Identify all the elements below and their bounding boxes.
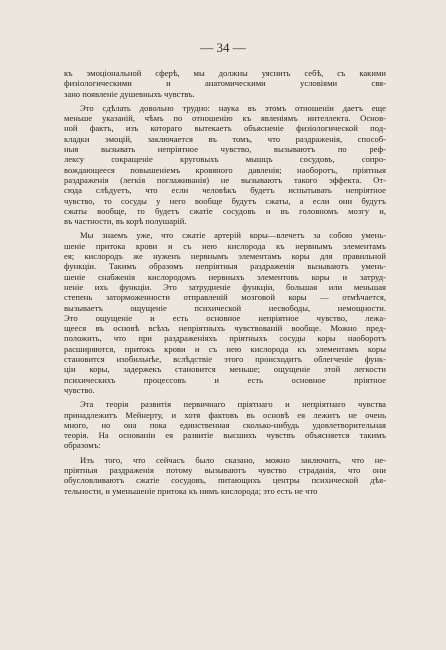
text-line: въ частности, въ корѣ полушарій.: [64, 216, 187, 227]
text-line: Эта теорія развитія первичнаго пріятнаго и непріятнаго чувства: [80, 399, 386, 410]
text-line: пріятныя раздраженія потому вызываютъ чувство страданія, что они: [64, 464, 386, 475]
text-line: расширяются, притокъ крови и съ нею кислорода къ элементамъ коры: [64, 343, 386, 354]
text-line: раздраженія (легкія поглаживанія) не вызываютъ такого эффекта. От-: [64, 174, 386, 185]
text-line: много, но она пока единственная сколько-нибудь удовлетворительная: [64, 419, 386, 430]
text-line: вождающееся повышеніемъ кровяного давленія; наоборотъ, пріятныя: [64, 164, 386, 175]
text-line: неніе ихъ функціи. Это затрудненіе функціи, большая или меньшая: [64, 281, 386, 292]
text-line: обусловливаютъ сжатіе сосудовъ, питающихъ центры психической дѣя-: [64, 475, 386, 486]
text-line: положить, что при раздраженіяхъ пріятныхъ сосуды коры наоборотъ: [64, 333, 386, 344]
text-line: вызываетъ ощущеніе психической несвободы, немощности.: [64, 302, 386, 313]
text-line: Это сдѣлать довольно трудно: наука въ этомъ отношеніи даетъ еще: [80, 102, 386, 113]
text-line: лексу сокращеніе круговыхъ мышцъ сосудовъ, сопро-: [64, 154, 386, 165]
text-line: чувство.: [64, 384, 95, 395]
text-line: Изъ того, что сейчасъ было сказано, можно заключить, что не-: [80, 454, 386, 465]
text-line: меньше указаній, чѣмъ по отношенію къ явленіямъ интеллекта. Основ-: [64, 113, 386, 124]
page-number: — 34 —: [200, 40, 246, 55]
text-line: кладки эмоцій, заключается въ томъ, что раздраженія, способ-: [64, 133, 386, 144]
text-line: чувство, то сосуды у него вообще будутъ сжаты, а если они будутъ: [64, 195, 386, 206]
text-line: Это ощущеніе и есть основное непріятное чувство, лежа-: [64, 312, 386, 323]
text-line: шеніе притока крови и съ нею кислорода къ нервнымъ элементамъ: [64, 240, 386, 251]
body-text: [64, 68, 386, 496]
text-line: Мы знаемъ уже, что сжатіе артерій коры—влечетъ за собою умень-: [80, 230, 386, 241]
text-line: къ эмоціональной сферѣ, мы должны уяснить себѣ, съ какими: [64, 68, 386, 78]
text-line: зано появленіе душевныхъ чувствъ.: [64, 88, 195, 99]
text-line: становится изобильнѣе, вслѣдствіе этого происходитъ облегченіе функ-: [64, 354, 386, 365]
text-line: ной фактъ, изъ котораго вытекаетъ объясненіе физіологической под-: [64, 123, 386, 134]
paragraph: [64, 103, 386, 227]
text-line: образомъ:: [64, 440, 101, 451]
paragraph: [64, 230, 386, 395]
text-line: сжаты вообще, то будетъ сжатіе сосудовъ и въ головномъ мозгу и,: [64, 205, 386, 216]
text-line: шеніе снабженія кислородомъ нервныхъ элементовъ коры и затруд-: [64, 271, 386, 282]
text-line: сюда слѣдуетъ, что если человѣкъ будетъ испытывать непріятное: [64, 185, 386, 196]
text-line: тельности, и уменьшеніе притока къ нимъ кислорода; это есть не что: [64, 485, 318, 496]
text-line: функціи. Такимъ образомъ непріятныя раздраженія вызываютъ умень-: [64, 261, 386, 272]
text-line: теорія. На основаніи ея развитіе высшихъ чувствъ объясняется такимъ: [64, 430, 386, 441]
text-line: ціи коры, задержекъ становится меньше; ощущеніе этой легкости: [64, 364, 386, 375]
text-line: физіологическими и анатомическими условіями свя-: [64, 78, 386, 89]
text-line: психическихъ процессовъ и есть основное пріятное: [64, 374, 386, 385]
text-line: степень заторможенности отправленій мозговой коры — отмѣчается,: [64, 292, 386, 303]
paragraph: [64, 455, 386, 496]
paragraph: [64, 399, 386, 450]
text-line: ныя вызывать непріятное чувство, вызываютъ по реф-: [64, 144, 386, 155]
paragraph: [64, 68, 386, 99]
text-line: принадлежитъ Мейнерту, и хотя фактовъ въ основѣ ея лежитъ не очень: [64, 409, 386, 420]
text-line: ея; кислородъ же нуженъ нервнымъ элементамъ коры для правильной: [64, 251, 386, 262]
text-line: щееся въ основѣ всѣхъ непріятныхъ чувствованій вообще. Можно пред-: [64, 323, 386, 334]
